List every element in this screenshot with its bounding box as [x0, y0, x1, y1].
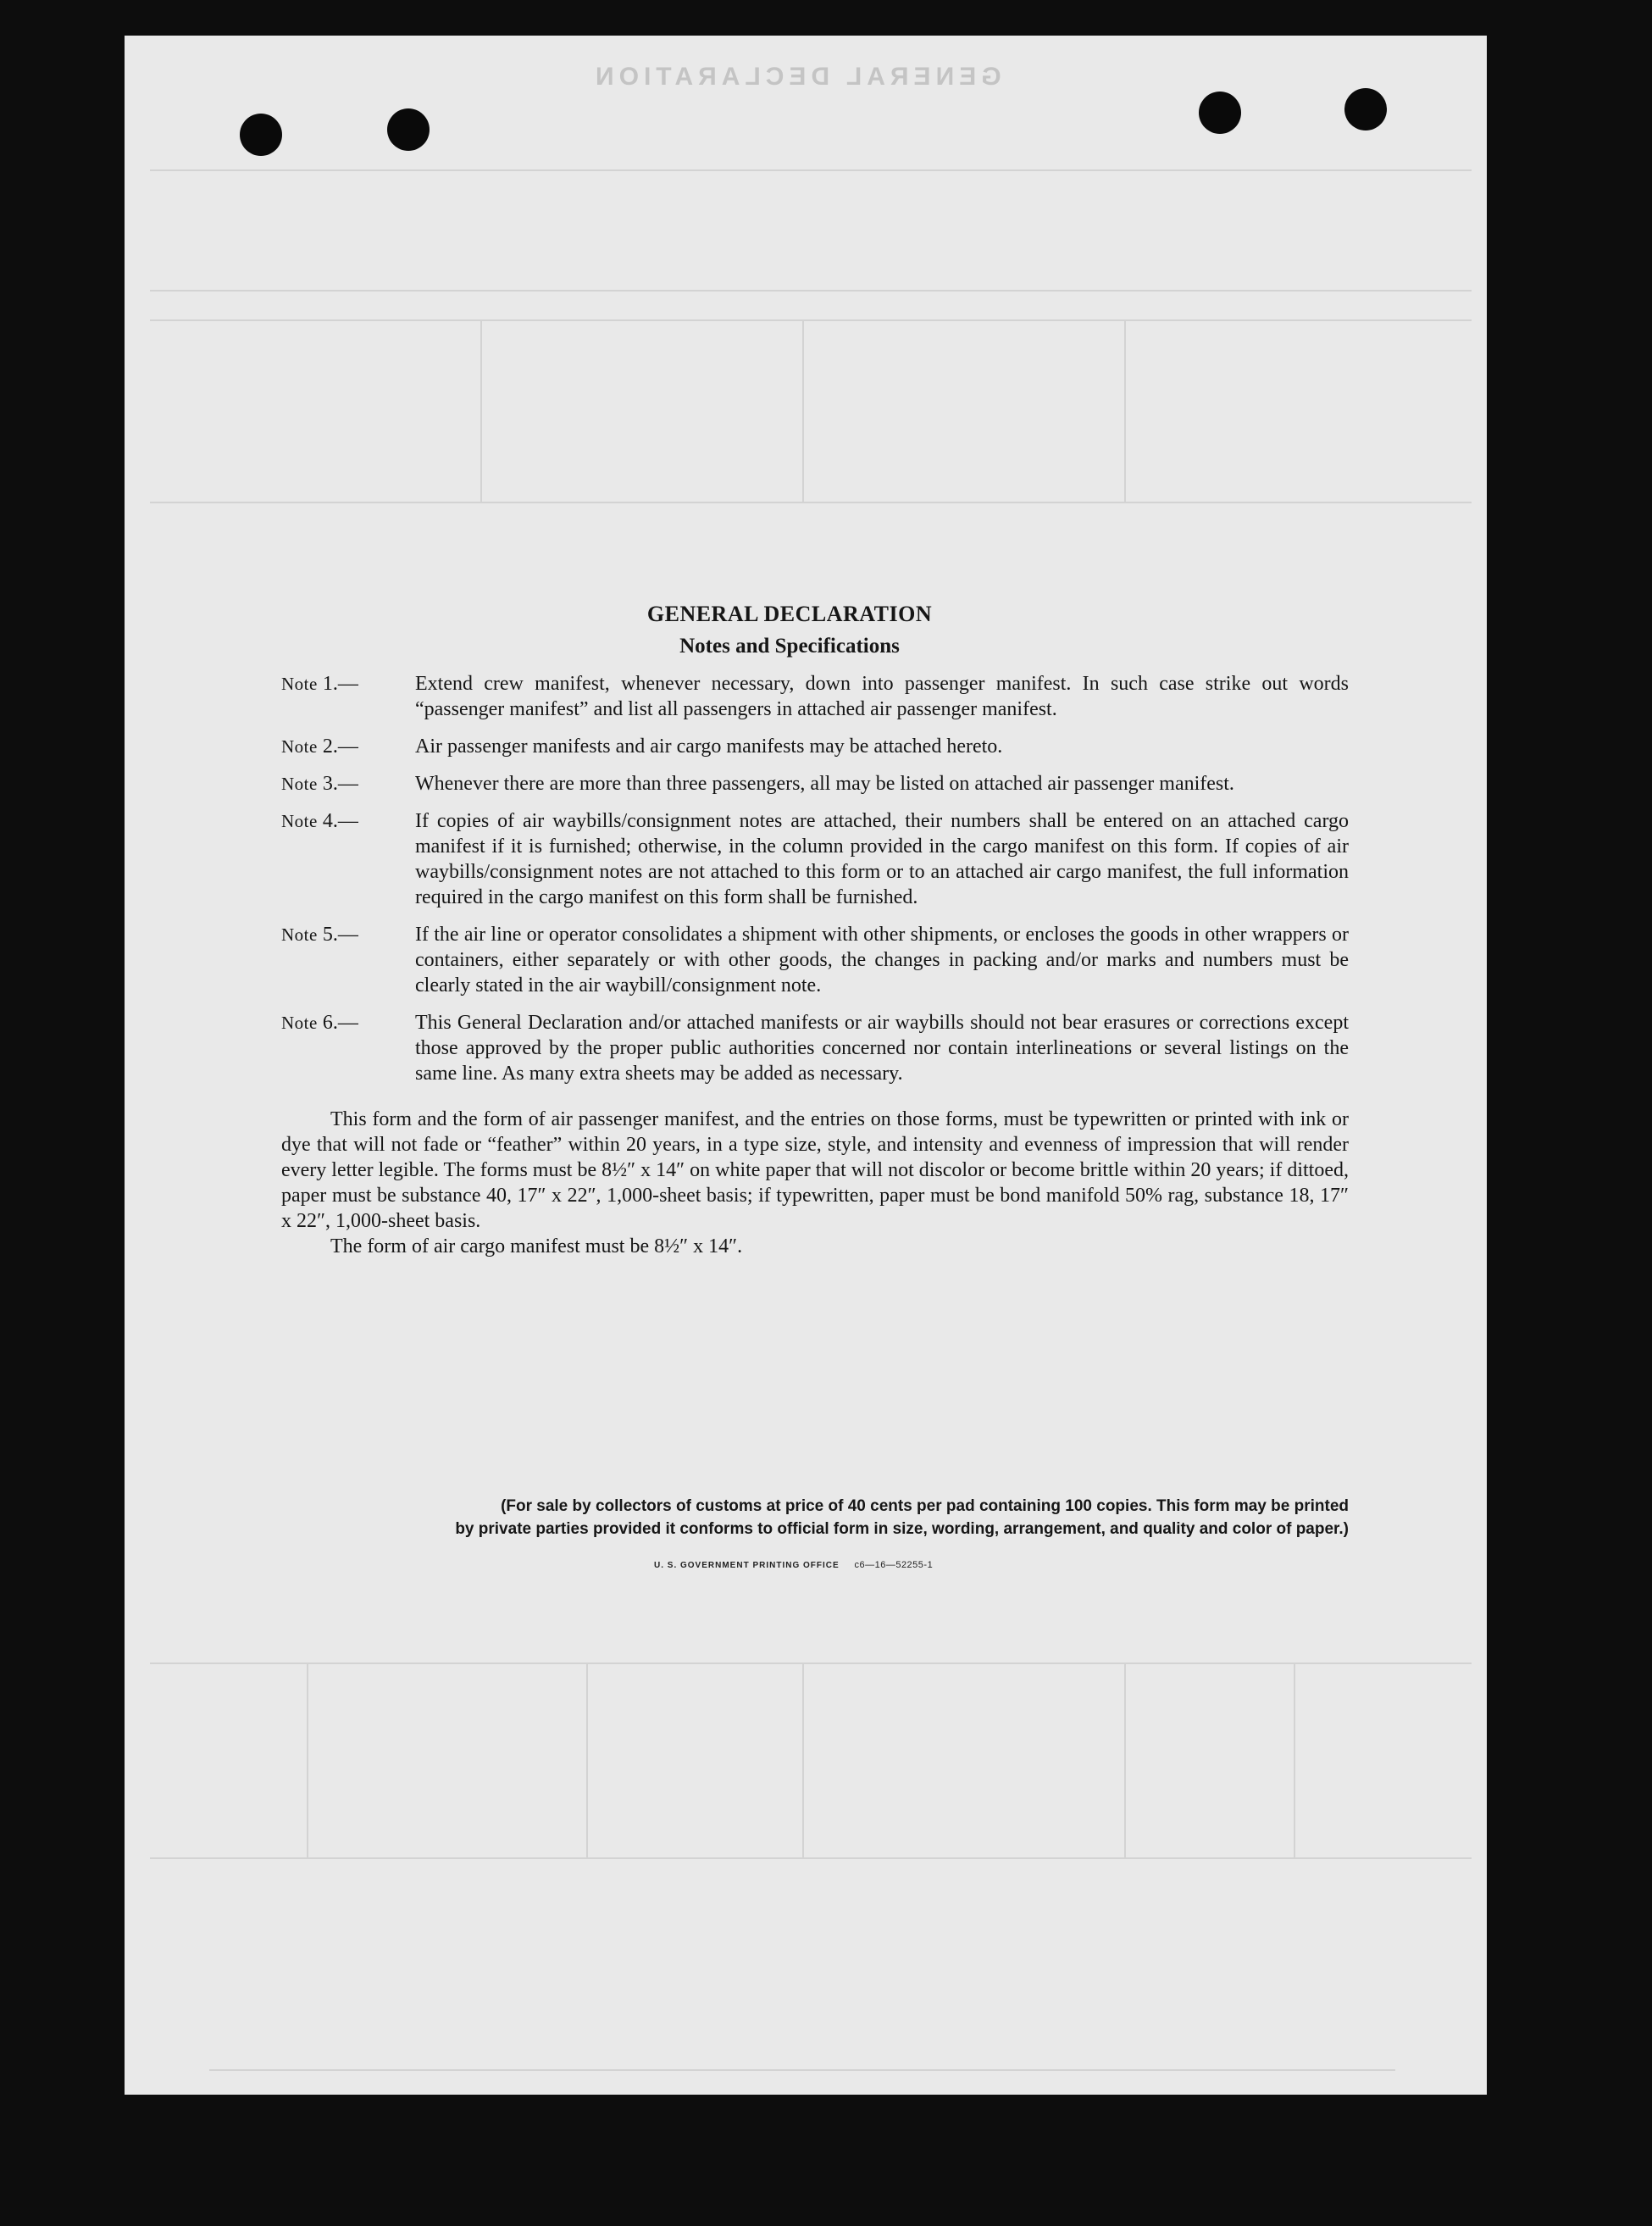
note-label: Note 3.—	[281, 773, 358, 795]
note-label: Note 1.—	[281, 673, 358, 695]
note-label: Note 4.—	[281, 810, 358, 832]
bleed-through-rule	[1124, 319, 1126, 502]
bleed-through-rule	[150, 319, 1472, 321]
bleed-through-rule	[480, 319, 482, 502]
notes-section	[281, 602, 1349, 1259]
form-specification-paragraph: This form and the form of air passenger manifest, and the entries on those forms, must be typewritten or printed with ink or dye that will not fade or “feather” within 20 years, in a type size, style, and intensity and evenness of impression that will render every letter legible. The forms must be 8½″ x 14″ on white paper that will not discolor or become brittle within 20 years; if dittoed, paper must be substance 40, 17″ x 22″, 1,000-sheet basis; if typewritten, paper must be bond manifold 50% rag, substance 18, 17″ x 22″, 1,000-sheet basis.	[281, 1108, 1349, 1232]
note-label: Note 6.—	[281, 1012, 358, 1034]
note-text: This General Declaration and/or attached manifests or air waybills should not bear erasures or corrections except those approved by the proper public authorities concerned nor contain interlineations or several listings on the same line. As many extra sheets may be added as necessary.	[415, 1012, 1349, 1085]
bleed-through-rule	[209, 2069, 1395, 2071]
bleed-through-heading: GENERAL DECLARATION	[590, 63, 1001, 91]
bleed-through-rule	[802, 1663, 804, 1857]
printer-code: c6—16—52255-1	[854, 1560, 934, 1570]
sale-notice-line: (For sale by collectors of customs at price of 40 cents per pad containing 100 copies. This form may be printed	[501, 1497, 1349, 1515]
bleed-through-rule	[150, 290, 1472, 291]
bleed-through-rule	[150, 1857, 1472, 1859]
note-text: If copies of air waybills/consignment notes are attached, their numbers shall be entered on an attached cargo manifest if it is furnished; otherwise, in the column provided in the cargo manifest on this form. If copies of air waybills/consignment notes are not attached to this form or to an attached air cargo manifest, the full information required in the cargo manifest on this form shall be furnished.	[415, 810, 1349, 908]
sale-notice-line: by private parties provided it conforms to official form in size, wording, arrangement, and quality and color of paper.)	[455, 1520, 1349, 1538]
note-item	[281, 922, 1349, 998]
punch-hole	[1344, 88, 1387, 130]
note-text: Air passenger manifests and air cargo manifests may be attached hereto.	[415, 736, 1003, 758]
note-item	[281, 734, 1349, 759]
bleed-through-rule	[1124, 1663, 1126, 1857]
bleed-through-rule	[586, 1663, 588, 1857]
punch-hole	[387, 108, 430, 151]
note-text: Extend crew manifest, whenever necessary, down into passenger manifest. In such case strike out words “passenger manifest” and list all passengers in attached air passenger manifest.	[415, 673, 1349, 720]
bleed-through-rule	[802, 319, 804, 502]
note-item	[281, 808, 1349, 910]
note-text: Whenever there are more than three passengers, all may be listed on attached air passenger manifest.	[415, 773, 1234, 795]
notes-subtitle: Notes and Specifications	[679, 635, 900, 658]
notes-title: GENERAL DECLARATION	[646, 602, 933, 626]
punch-hole	[240, 114, 282, 156]
note-item	[281, 671, 1349, 722]
bleed-through-rule	[307, 1663, 308, 1857]
sale-notice	[281, 1495, 1349, 1540]
bleed-through-rule	[150, 1663, 1472, 1664]
document-page	[125, 36, 1487, 2095]
note-text: If the air line or operator consolidates a shipment with other shipments, or encloses the goods in other wrappers or containers, either separately or with other goods, the changes in packing and/or marks and numbers must be clearly stated in the air waybill/consignment note.	[415, 924, 1349, 996]
printer-imprint	[654, 1560, 933, 1570]
note-item	[281, 1010, 1349, 1086]
punch-hole	[1199, 92, 1241, 134]
bleed-through-rule	[1294, 1663, 1295, 1857]
note-label: Note 5.—	[281, 924, 358, 946]
note-item	[281, 771, 1349, 797]
note-label: Note 2.—	[281, 736, 358, 758]
cargo-manifest-size-note: The form of air cargo manifest must be 8½″ x 14″.	[330, 1235, 743, 1257]
printer-label: U. S. GOVERNMENT PRINTING OFFICE	[654, 1561, 840, 1570]
bleed-through-rule	[150, 169, 1472, 171]
bleed-through-rule	[150, 502, 1472, 503]
